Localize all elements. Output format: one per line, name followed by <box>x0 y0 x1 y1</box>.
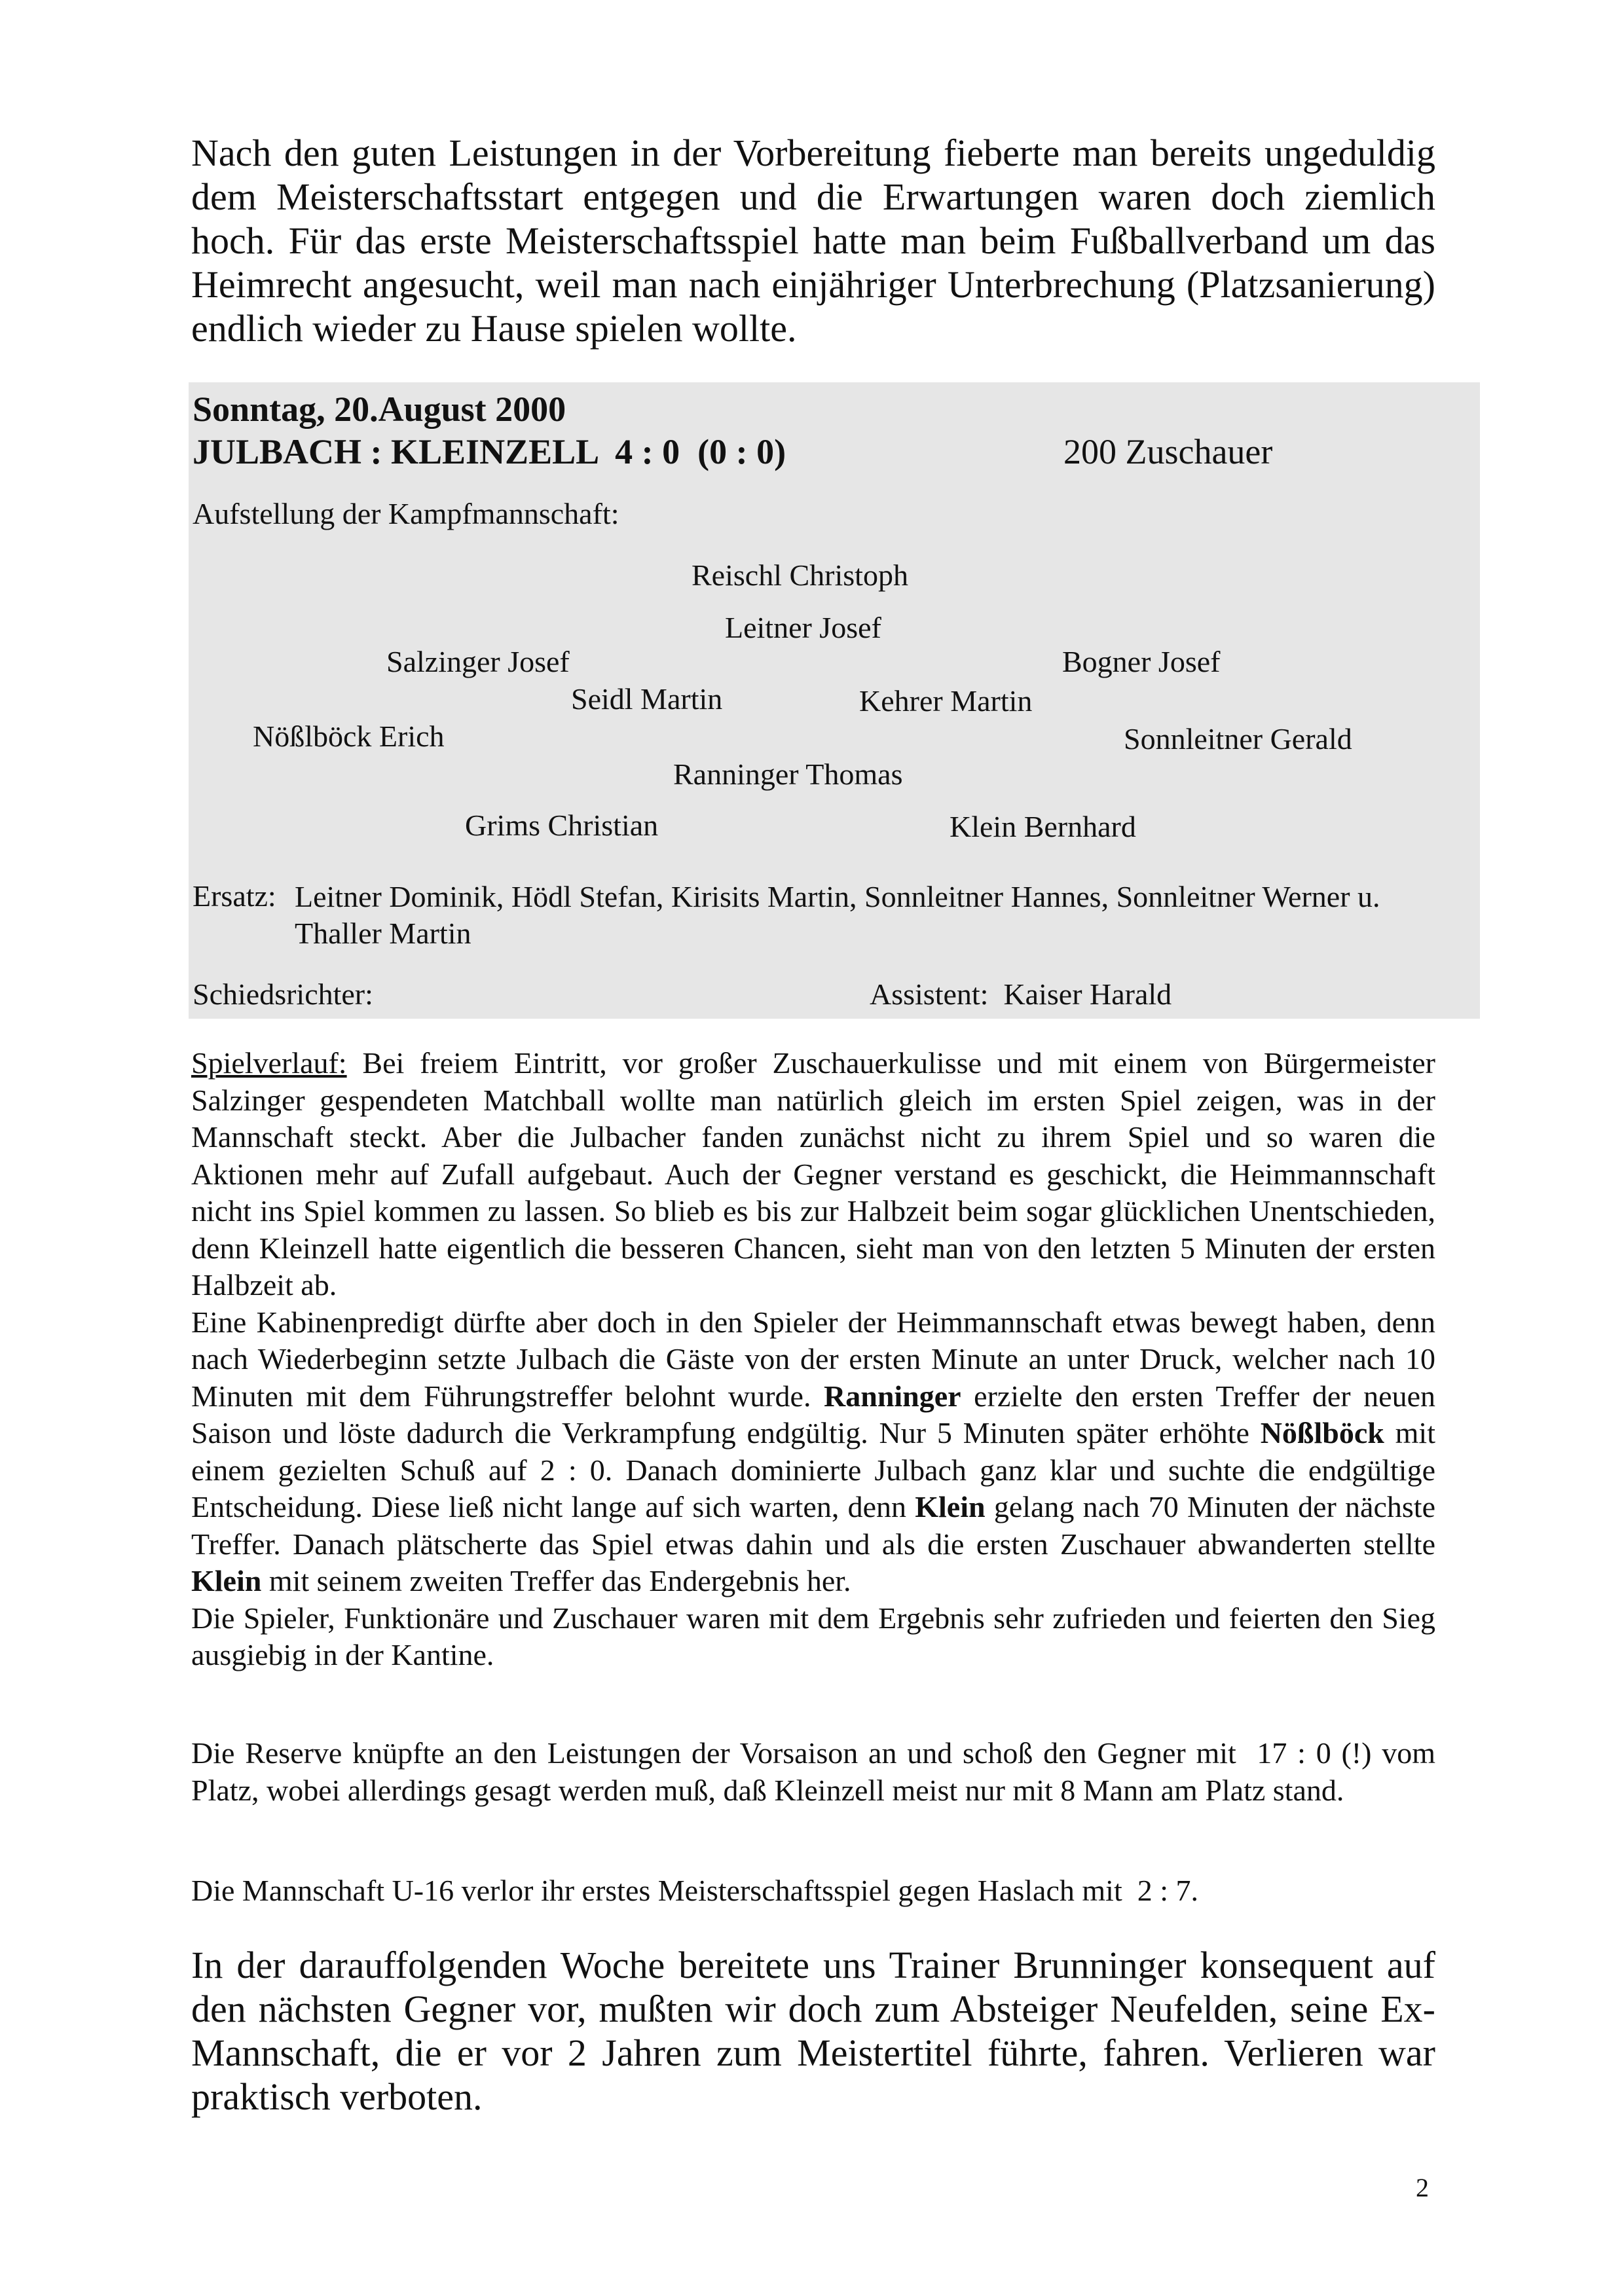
report-second-half-intro: Eine Kabinenpredigt dürfte aber doch in den Spieler der Heimmannschaft etwas bewegt haben, denn nach Wiederbeginn setzte Julbach die Gäste von der ersten Minute an unter Druck, welcher nach 10 Minuten mit dem Führungstreffer belohnt wurde. <box>191 1305 1435 1413</box>
reserve-paragraph: Die Reserve knüpfte an den Leistungen der Vorsaison an und schoß den Gegner mit 17 : 0 (!) vom Platz, wobei allerdings gesagt werden muß, daß Kleinzell meist nur mit 8 Mann am Platz stand. <box>191 1736 1443 1807</box>
player-playmaker: Ranninger Thomas <box>673 757 903 791</box>
player-right-back: Bogner Josef <box>1062 645 1221 678</box>
substitutes-label: Ersatz: <box>193 879 276 913</box>
report-conclusion: Die Spieler, Funktionäre und Zuschauer waren mit dem Ergebnis sehr zufrieden und feierten den Sieg ausgiebig in der Kantine. <box>191 1601 1435 1671</box>
match-report <box>191 1045 1435 1674</box>
player-center-right: Kehrer Martin <box>859 684 1033 718</box>
player-left-back: Salzinger Josef <box>386 645 570 678</box>
player-center-left: Seidl Martin <box>571 682 723 716</box>
report-first-half: Bei freiem Eintritt, vor großer Zuschauerkulisse und mit einem von Bürgermeister Salzinger gespendeten Matchball wollte man natürlich gleich im ersten Spiel zeigen, was in der Mannschaft steckt. Aber die Julbacher fanden zunächst nicht zu ihrem Spiel und so waren die Aktionen mehr auf Zufall aufgebaut. Auch der Gegner verstand es geschickt, die Heimmannschaft nicht ins Spiel kommen zu lassen. So blieb es bis zur Halbzeit beim sogar glücklichen Unentschieden, denn Kleinzell hatte eigentlich die besseren Chancen, sieht man von den letzten 5 Minuten der ersten Halbzeit ab. <box>191 1046 1435 1302</box>
player-right-mid: Sonnleitner Gerald <box>1124 722 1352 756</box>
report-text: mit seinem zweiten Treffer das Endergebnis her. <box>261 1564 851 1597</box>
intro-paragraph: Nach den guten Leistungen in der Vorbereitung fieberte man bereits ungeduldig dem Meisterschaftsstart entgegen und die Erwartungen waren doch ziemlich hoch. Für das erste Meisterschaftsspiel hatte man beim Fußballverband um das Heimrecht angesucht, weil man nach einjähriger Unterbrechung (Platzsanierung) endlich wieder zu Hause spielen wollte. <box>191 132 1435 350</box>
assistant-referee: Assistent: Kaiser Harald <box>870 977 1172 1011</box>
report-text: mit einem gezielten Schuß auf 2 : 0. Danach dominierte Julbach ganz klar und suchte die endgültige Entscheidung. Diese ließ nicht lange auf sich warten, denn <box>191 1416 1435 1523</box>
lineup-label: Aufstellung der Kampfmannschaft: <box>193 497 619 530</box>
u16-paragraph: Die Mannschaft U-16 verlor ihr erstes Meisterschaftsspiel gegen Haslach mit 2 : 7. <box>191 1874 1199 1907</box>
substitutes-list: Leitner Dominik, Hödl Stefan, Kirisits Martin, Sonnleitner Hannes, Sonnleitner Werner u. Thaller Martin <box>295 880 1380 950</box>
spectator-count: 200 Zuschauer <box>1063 432 1273 471</box>
scorer-name: Nößlböck <box>1260 1416 1384 1449</box>
report-text: erzielte den ersten Treffer der neuen Saison und löste dadurch die Verkrampfung endgültig. Nur 5 Minuten später erhöhte <box>191 1379 1435 1449</box>
report-label: Spielverlauf: <box>191 1046 347 1080</box>
match-result: JULBACH : KLEINZELL 4 : 0 (0 : 0) <box>193 432 786 471</box>
player-goalkeeper: Reischl Christoph <box>692 558 908 592</box>
player-sweeper: Leitner Josef <box>725 611 881 644</box>
referee-label: Schiedsrichter: <box>193 977 373 1011</box>
match-date: Sonntag, 20.August 2000 <box>193 390 566 429</box>
scorer-name: Ranninger <box>824 1379 961 1413</box>
outro-paragraph: In der darauffolgenden Woche bereitete uns Trainer Brunninger konsequent auf den nächsten Gegner vor, mußten wir doch zum Absteiger Neufelden, seine Ex-Mannschaft, die er vor 2 Jahren zum Meistertitel führte, fahren. Verlieren war praktisch verboten. <box>191 1944 1435 2118</box>
match-info-box <box>189 382 1480 1019</box>
player-forward-left: Grims Christian <box>465 809 659 842</box>
player-forward-right: Klein Bernhard <box>950 810 1136 843</box>
scorer-name: Klein <box>191 1564 262 1597</box>
scorer-name: Klein <box>915 1490 986 1523</box>
player-left-mid: Nößlböck Erich <box>253 720 445 753</box>
report-text: gelang nach 70 Minuten der nächste Treffer. Danach plätscherte das Spiel etwas dahin und als die ersten Zuschauer abwanderten stellte <box>191 1490 1435 1561</box>
page-number: 2 <box>1416 2173 1429 2202</box>
